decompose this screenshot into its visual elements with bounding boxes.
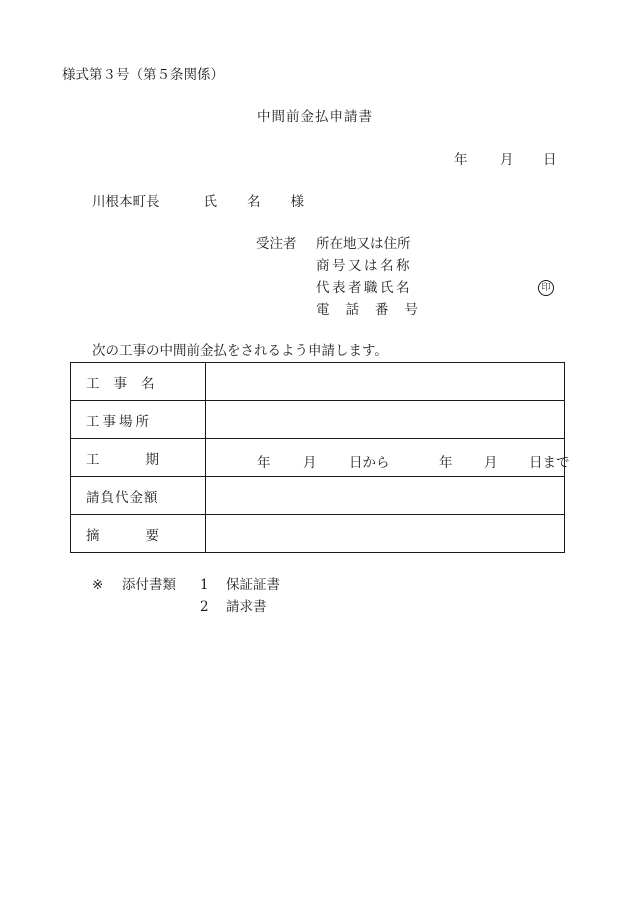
note-mark-icon: ※	[92, 577, 104, 593]
row-label-work-site	[71, 401, 206, 439]
contractor-address-label: 所在地又は住所	[316, 236, 411, 252]
row-label-text: 工期	[86, 451, 205, 468]
contractor-label: 受注者	[256, 236, 297, 252]
date-day-label: 日	[543, 152, 557, 168]
contractor-trade-name-label: 商号又は名称	[316, 258, 412, 274]
contract-amount-value[interactable]	[206, 477, 565, 515]
row-label-text: 工事名	[86, 375, 169, 392]
period-start-year: 年	[257, 455, 271, 471]
row-label-period	[71, 439, 206, 477]
period-start-month: 月	[303, 455, 317, 471]
addressee-name-label: 氏名	[203, 194, 291, 210]
document-title: 中間前金払申請書	[257, 109, 373, 125]
form-number: 様式第３号（第５条関係）	[62, 67, 224, 83]
construction-info-table	[70, 362, 570, 553]
period-end-year: 年	[439, 455, 453, 471]
row-label-text: 摘要	[86, 527, 205, 544]
period-end-day: 日まで	[529, 455, 570, 471]
period-end-month: 月	[484, 455, 498, 471]
row-label-contract-amount	[71, 477, 206, 515]
date-month-label: 月	[500, 152, 514, 168]
row-label-work-name	[71, 363, 206, 401]
work-name-value[interactable]	[206, 363, 565, 401]
row-label-text: 請負代金額	[86, 489, 159, 506]
row-label-text: 工事場所	[86, 413, 152, 430]
table-row	[71, 401, 565, 439]
seal-icon: 印	[538, 280, 554, 296]
attachment-item: 保証証書	[226, 577, 280, 593]
attachment-number: 2	[200, 599, 209, 615]
contractor-phone-label: 電話番号	[316, 302, 434, 318]
row-label-remarks	[71, 515, 206, 553]
attachment-number: 1	[200, 577, 209, 593]
addressee-honorific: 様	[290, 194, 304, 210]
attachment-item: 請求書	[226, 599, 267, 615]
table-row	[71, 477, 565, 515]
remarks-value[interactable]	[206, 515, 565, 553]
attachments-label: 添付書類	[122, 577, 176, 593]
addressee-office: 川根本町長	[92, 194, 160, 210]
work-period-value[interactable]	[206, 439, 570, 477]
period-start-day: 日から	[349, 455, 390, 471]
table-row	[71, 363, 565, 401]
request-statement: 次の工事の中間前金払をされるよう申請します。	[92, 343, 388, 359]
table-row	[71, 439, 565, 477]
date-year-label: 年	[454, 152, 468, 168]
addressee	[92, 196, 304, 210]
work-site-value[interactable]	[206, 401, 565, 439]
table-row	[71, 515, 565, 553]
contractor-representative-label: 代表者職氏名	[316, 280, 412, 296]
